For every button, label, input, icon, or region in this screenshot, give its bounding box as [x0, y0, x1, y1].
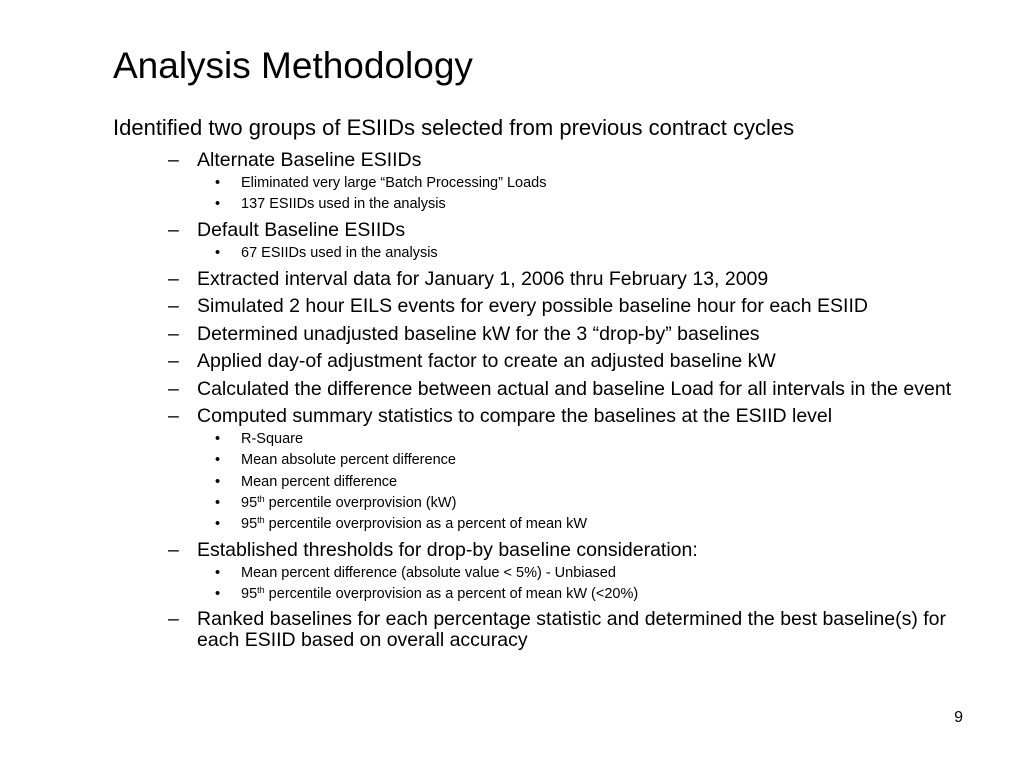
- sub-item-text: percentile overprovision as a percent of mean kW: [264, 516, 588, 532]
- sub-item-text: 95: [241, 494, 258, 511]
- sub-item: [0, 451, 1024, 469]
- dash-marker: –: [168, 267, 179, 290]
- outline-list: [0, 150, 1024, 651]
- bullet-marker: •: [215, 585, 221, 602]
- slide-title: Analysis Methodology: [113, 45, 473, 86]
- dash-marker: –: [168, 322, 179, 345]
- bullet-marker: •: [215, 516, 221, 532]
- outline-item-text: Calculated the difference between actual and baseline Load for all intervals in the event: [197, 377, 952, 400]
- bullet-marker: •: [215, 175, 221, 192]
- slide-intro: Identified two groups of ESIIDs selected from previous contract cycles: [113, 115, 795, 140]
- outline-item: [0, 609, 1024, 651]
- dash-marker: –: [168, 350, 179, 373]
- sub-item: [0, 174, 1024, 192]
- outline-item: [0, 324, 1024, 345]
- dash-marker: –: [168, 377, 179, 400]
- bullet-marker: •: [215, 473, 221, 490]
- sub-item-text: Eliminated very large “Batch Processing” Loads: [241, 175, 547, 192]
- bullet-marker: •: [215, 564, 221, 581]
- dash-marker: –: [168, 538, 179, 561]
- sub-item-text: percentile overprovision (kW): [264, 494, 457, 511]
- outline-item-text: Applied day-of adjustment factor to create an adjusted baseline kW: [197, 350, 776, 373]
- outline-item-text: Alternate Baseline ESIIDs: [197, 149, 422, 171]
- outline-item-text: Extracted interval data for January 1, 2006 thru February 13, 2009: [197, 267, 769, 290]
- bullet-marker: •: [215, 245, 221, 262]
- ordinal-suffix: th: [257, 493, 265, 504]
- outline-item-text: Simulated 2 hour EILS events for every possible baseline hour for each ESIID: [197, 295, 868, 318]
- bullet-marker: •: [215, 196, 221, 213]
- dash-marker: –: [168, 218, 179, 241]
- outline-item-text: Established thresholds for drop-by baseline consideration:: [197, 538, 698, 561]
- sub-item-text: Mean percent difference: [241, 473, 398, 490]
- outline-item-text: Determined unadjusted baseline kW for the 3 “drop-by” baselines: [197, 322, 760, 345]
- outline-item: [0, 379, 1024, 400]
- sub-item: [0, 430, 1024, 448]
- outline-item: [0, 540, 1024, 561]
- sub-item: [0, 244, 1024, 262]
- sub-item: [0, 494, 1024, 512]
- sub-item: [0, 515, 1024, 533]
- outline-item: [0, 351, 1024, 372]
- outline-item: [0, 406, 1024, 427]
- ordinal-suffix: th: [257, 584, 265, 595]
- sub-item-text: 67 ESIIDs used in the analysis: [241, 245, 438, 262]
- sub-item: [0, 564, 1024, 582]
- outline-item-text: Ranked baselines for each percentage statistic and determined the best baseline(s) for each ESIID based on overall accuracy: [197, 608, 947, 652]
- sub-item: [0, 195, 1024, 213]
- sub-item-text: Mean percent difference (absolute value < 5%) - Unbiased: [241, 564, 616, 581]
- dash-marker: –: [168, 295, 179, 318]
- outline-item: [0, 150, 1024, 171]
- bullet-marker: •: [215, 452, 221, 469]
- sub-item-text: percentile overprovision as a percent of mean kW (<20%): [264, 585, 639, 602]
- page-number: 9: [954, 709, 963, 726]
- outline-item-text: Computed summary statistics to compare the baselines at the ESIID level: [197, 405, 833, 428]
- dash-marker: –: [168, 149, 179, 171]
- sub-item-text: 95: [241, 585, 258, 602]
- bullet-marker: •: [215, 431, 221, 448]
- sub-item-text: 137 ESIIDs used in the analysis: [241, 196, 446, 213]
- outline-item: [0, 220, 1024, 241]
- outline-item-text: Default Baseline ESIIDs: [197, 218, 406, 241]
- sub-item: [0, 473, 1024, 491]
- bullet-marker: •: [215, 494, 221, 511]
- dash-marker: –: [168, 405, 179, 428]
- sub-item-text: Mean absolute percent difference: [241, 452, 456, 469]
- outline-item: [0, 269, 1024, 290]
- sub-item: [0, 585, 1024, 603]
- dash-marker: –: [168, 608, 179, 631]
- outline-item: [0, 296, 1024, 317]
- sub-item-text: R-Square: [241, 431, 304, 448]
- ordinal-suffix: th: [257, 515, 265, 525]
- sub-item-text: 95: [241, 516, 258, 532]
